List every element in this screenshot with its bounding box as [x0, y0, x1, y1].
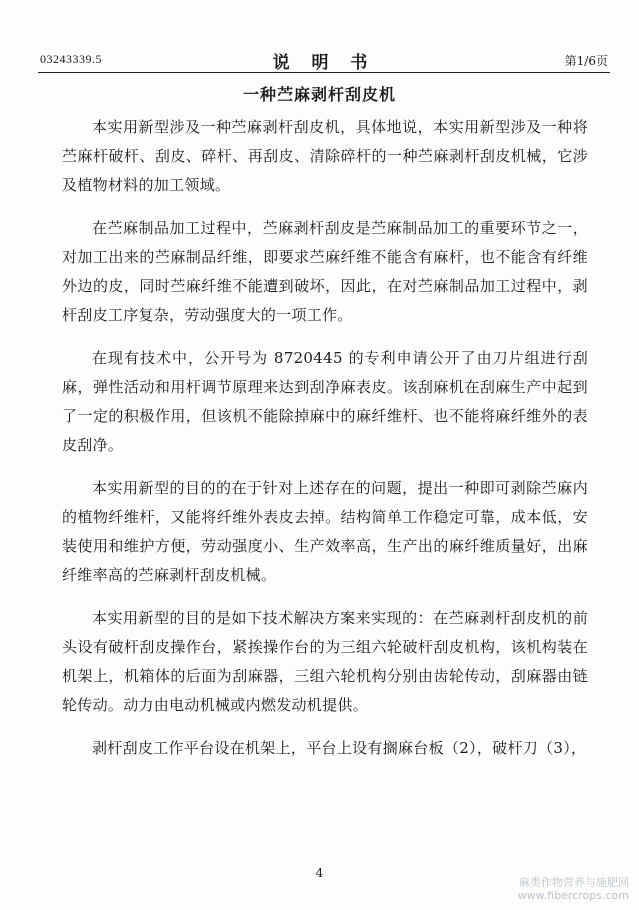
- document-body: [62, 113, 588, 777]
- paragraph: 剥杆刮皮工作平台设在机架上，平台上设有搁麻台板（2），破杆刀（3），: [92, 739, 587, 757]
- paragraph: 本实用新型涉及一种苎麻剥杆刮皮机，具体地说，本实用新型涉及一种将苎麻杆破杆、刮皮、碎杆、再刮皮、清除碎杆的一种苎麻剥杆刮皮机械，它涉及植物材料的加工领域。: [62, 118, 588, 194]
- paragraph: 在现有技术中，公开号为 8720445 的专利申请公开了由刀片组进行刮麻，弹性活动和用杆调节原理来达到刮净麻表皮。该刮麻机在刮麻生产中起到了一定的积极作用，但该机不能除掉麻中的麻纤维杆、也不能将麻纤维外的表皮刮净。: [62, 349, 588, 454]
- paragraph: 本实用新型的目的是如下技术解决方案来实现的：在苎麻剥杆刮皮机的前头设有破杆刮皮操作台，紧挨操作台的为三组六轮破杆刮皮机构，该机构装在机架上，机箱体的后面为刮麻器，三组六轮机构分别由齿轮传动，刮麻器由链轮传动。动力由电动机械或内燃发动机提供。: [62, 609, 588, 714]
- paragraph: 本实用新型的目的的在于针对上述存在的问题，提出一种即可剥除苎麻内的植物纤维杆，又能将纤维外表皮去掉。结构简单工作稳定可靠，成本低，安装使用和维护方便，劳动强度小、生产效率高，生产出的麻纤维质量好，出麻纤维率高的苎麻剥杆刮皮机械。: [62, 479, 588, 584]
- document-title: 一种苎麻剥杆刮皮机: [242, 85, 396, 104]
- document-header: [40, 48, 608, 73]
- paragraph: 在苎麻制品加工过程中，苎麻剥杆刮皮是苎麻制品加工的重要环节之一，对加工出来的苎麻制品纤维，即要求苎麻纤维不能含有麻杆，也不能含有纤维外边的皮，同时苎麻纤维不能遭到破坏，因此，在对苎麻制品加工过程中，剥杆刮皮工序复杂，劳动强度大的一项工作。: [62, 219, 588, 324]
- application-number: 03243339.5: [40, 52, 102, 66]
- header-rule: [38, 72, 610, 73]
- footer-page-number: 4: [315, 866, 324, 880]
- watermark-site-name: 麻类作物营养与施肥网: [519, 876, 629, 889]
- watermark: [518, 876, 629, 902]
- watermark-url: www.fibercrops.com: [517, 889, 629, 902]
- page-label: 第1/6页: [564, 54, 608, 68]
- document-type-heading: 说 明 书: [272, 53, 376, 73]
